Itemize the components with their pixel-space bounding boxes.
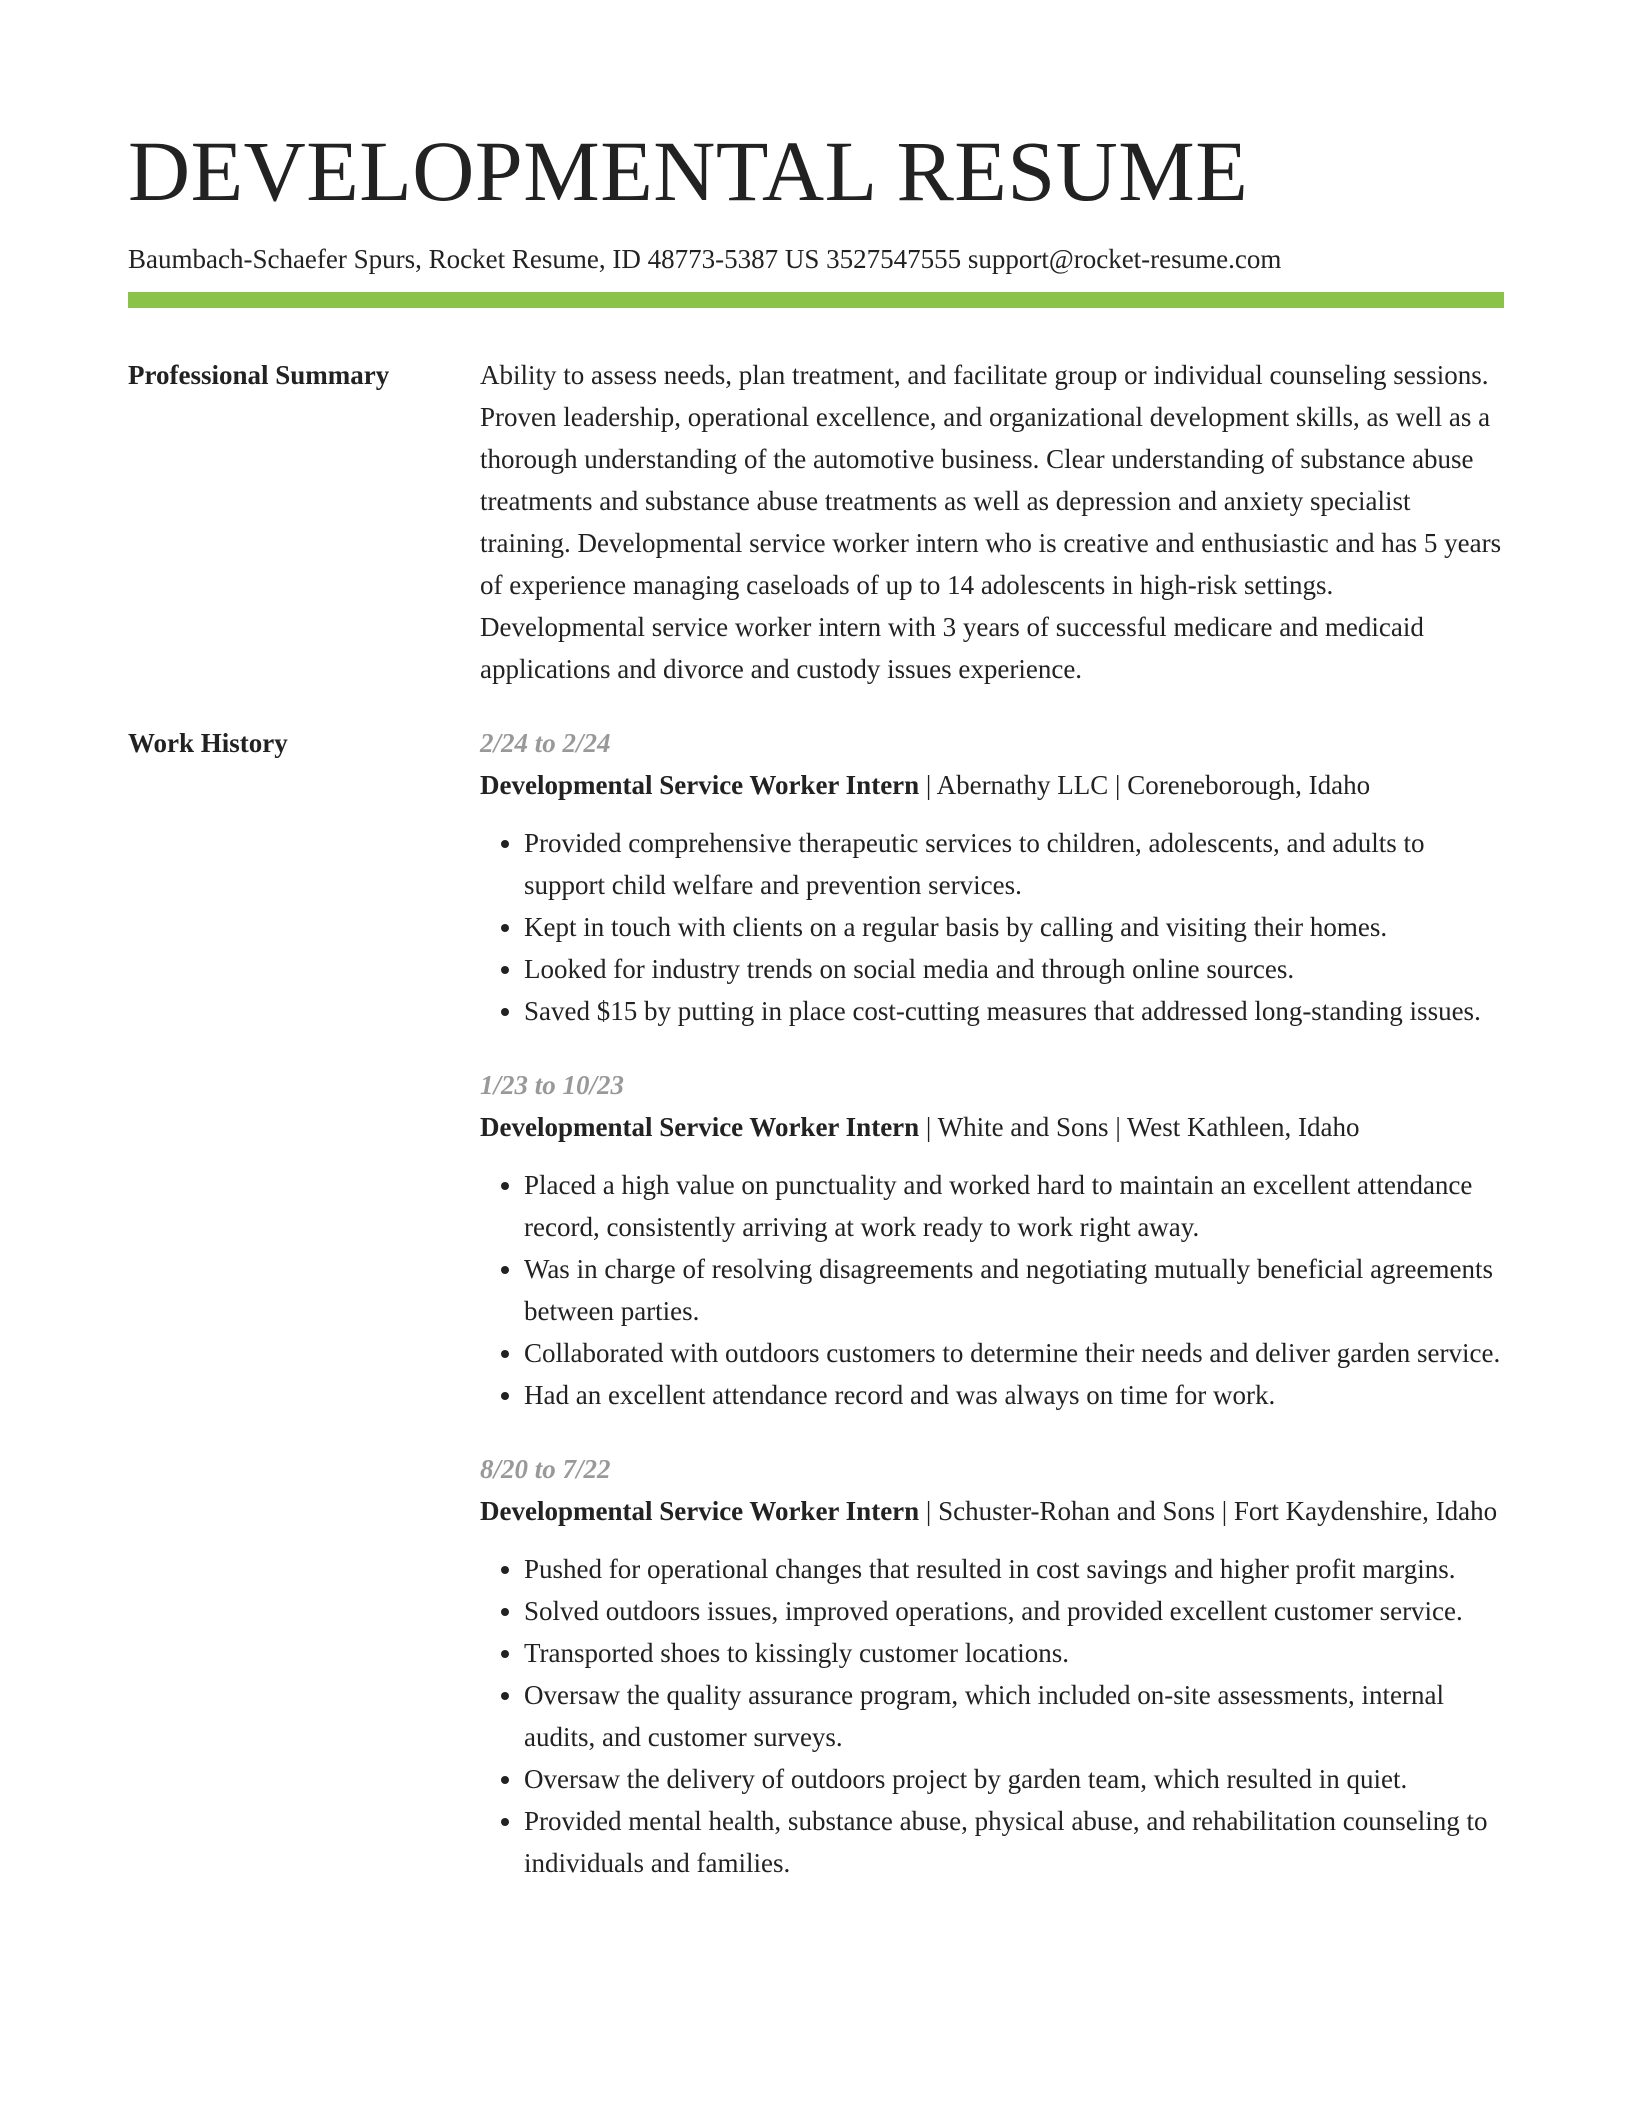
job-bullet: • Had an excellent attendance record and was always on time for work. [524,1374,1504,1416]
job-entry [480,1064,1504,1416]
resume-title: DEVELOPMENTAL RESUME [128,123,1249,219]
job-bullet: • Collaborated with outdoors customers to determine their needs and deliver garden service. [524,1332,1504,1374]
professional-summary-section [128,354,1504,690]
job-company-location: | Abernathy LLC | Coreneborough, Idaho [919,770,1371,800]
job-bullet: • Provided mental health, substance abuse, physical abuse, and rehabilitation counseling to individuals and families. [524,1800,1504,1884]
job-title-line [480,764,1504,806]
job-dates: 1/23 to 10/23 [480,1070,625,1100]
job-bullet: • Oversaw the delivery of outdoors project by garden team, which resulted in quiet. [524,1758,1504,1800]
job-title: Developmental Service Worker Intern [480,770,920,800]
job-entry [480,722,1504,1032]
summary-body [480,354,1504,690]
job-bullet: • Was in charge of resolving disagreements and negotiating mutually beneficial agreements between parties. [524,1248,1504,1332]
job-title-line [480,1490,1504,1532]
job-title: Developmental Service Worker Intern [480,1112,920,1142]
job-bullet-list [480,1548,1504,1884]
work-history-body [480,722,1504,1916]
job-title: Developmental Service Worker Intern [480,1496,920,1526]
job-dates: 2/24 to 2/24 [480,728,611,758]
job-bullet: • Provided comprehensive therapeutic services to children, adolescents, and adults to support child welfare and prevention services. [524,822,1504,906]
header-divider [128,292,1504,308]
job-bullet: • Solved outdoors issues, improved operations, and provided excellent customer service. [524,1590,1504,1632]
job-bullet: • Kept in touch with clients on a regular basis by calling and visiting their homes. [524,906,1504,948]
job-company-location: | White and Sons | West Kathleen, Idaho [919,1112,1360,1142]
section-label-summary: Professional Summary [128,360,390,390]
job-bullet: • Transported shoes to kissingly customer locations. [524,1632,1504,1674]
job-bullet: • Pushed for operational changes that resulted in cost savings and higher profit margins. [524,1548,1504,1590]
job-bullet: • Saved $15 by putting in place cost-cutting measures that addressed long-standing issues. [524,990,1504,1032]
job-title-line [480,1106,1504,1148]
job-bullet-list [480,1164,1504,1416]
job-bullet: • Oversaw the quality assurance program, which included on-site assessments, internal audits, and customer surveys. [524,1674,1504,1758]
contact-info: Baumbach-Schaefer Spurs, Rocket Resume, ID 48773-5387 US 3527547555 support@rocket-resume.com [128,244,1282,274]
summary-text: Ability to assess needs, plan treatment, and facilitate group or individual counseling sessions. Proven leadership, operational excellence, and organizational development skills, as well as a thorough understanding of the automotive business. Clear understanding of substance abuse treatments and substance abuse treatments as well as depression and anxiety specialist training. Developmental service worker intern who is creative and enthusiastic and has 5 years of experience managing caseloads of up to 14 adolescents in high-risk settings. Developmental service worker intern with 3 years of successful medicare and medicaid applications and divorce and custody issues experience. [480,360,1502,684]
job-bullet-list [480,822,1504,1032]
job-bullet: • Looked for industry trends on social media and through online sources. [524,948,1504,990]
job-company-location: | Schuster-Rohan and Sons | Fort Kaydenshire, Idaho [919,1496,1498,1526]
work-history-section [128,722,1504,1916]
job-bullet: • Placed a high value on punctuality and worked hard to maintain an excellent attendance record, consistently arriving at work ready to work right away. [524,1164,1504,1248]
job-dates: 8/20 to 7/22 [480,1454,611,1484]
section-label-work-history: Work History [128,728,288,758]
job-entry [480,1448,1504,1884]
